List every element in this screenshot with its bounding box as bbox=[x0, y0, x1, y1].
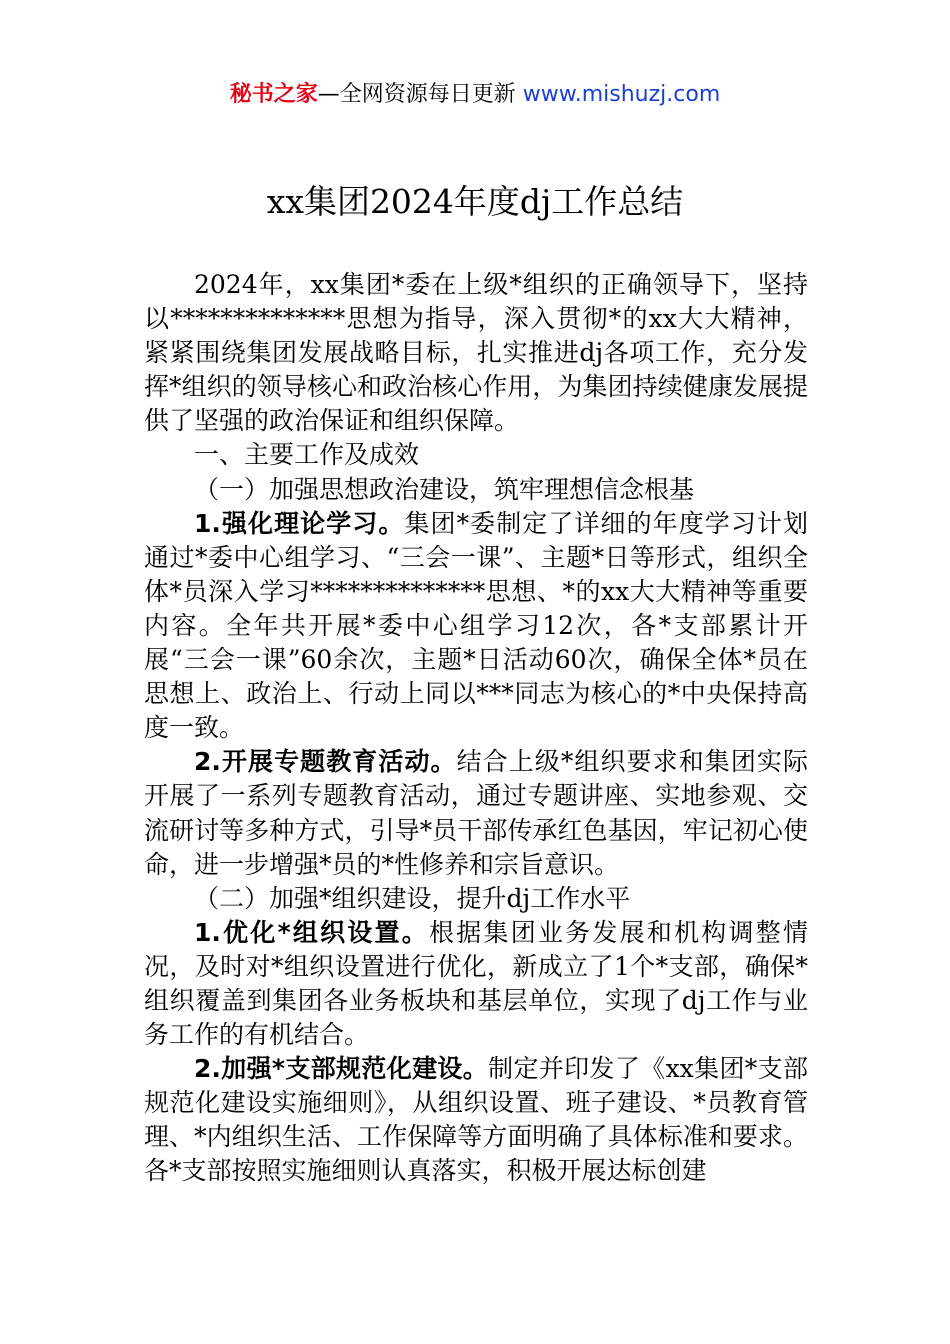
section-heading-main-work: 一、主要工作及成效 bbox=[194, 440, 420, 470]
document-title: xx集团2024年度dj工作总结 bbox=[266, 182, 684, 221]
site-tagline: —全网资源每日更新 bbox=[317, 82, 523, 107]
site-header bbox=[0, 78, 950, 112]
item-title-special-education: 2.开展专题教育活动。 bbox=[194, 747, 457, 777]
paragraph-optimize-setup bbox=[144, 916, 808, 1052]
paragraph-standardization bbox=[144, 1052, 808, 1188]
site-url-link[interactable]: www.mishuzj.com bbox=[522, 82, 721, 107]
document-body bbox=[144, 268, 808, 1189]
intro-paragraph: 2024年，xx集团*委在上级*组织的正确领导下，坚持以**************思想为指导，深入贯彻*的xx大大精神，紧紧围绕集团发展战略目标，扎实推进dj各项工作，充分发挥*组织的领导核心和政治核心作用，为集团持续健康发展提供了坚强的政治保证和组织保障。 bbox=[144, 270, 808, 436]
item-text-standardization: 制定并印发了《xx集团*支部规范化建设实施细则》，从组织设置、班子建设、*员教育管理、*内组织生活、工作保障等方面明确了具体标准和要求。各*支部按照实施细则认真落实，积极开展达标创建 bbox=[144, 1054, 809, 1186]
item-title-standardization: 2.加强*支部规范化建设。 bbox=[194, 1054, 489, 1084]
item-text-optimize-setup: 根据集团业务发展和机构调整情况，及时对*组织设置进行优化，新成立了1个*支部，确保*组织覆盖到集团各业务板块和基层单位，实现了dj工作与业务工作的有机结合。 bbox=[144, 917, 808, 1050]
subsection-heading-ideology: （一）加强思想政治建设，筑牢理想信念根基 bbox=[194, 474, 695, 504]
item-title-optimize-setup: 1.优化*组织设置。 bbox=[194, 917, 430, 947]
site-name: 秘书之家 bbox=[229, 82, 318, 107]
item-text-theory-study: 集团*委制定了详细的年度学习计划通过*委中心组学习、“三会一课”、主题*日等形式，组织全体*员深入学习**************思想、*的xx大大精神等重要内容。全年共开展*委中心组学习12次，各*支部累计开展“三会一课”60余次，主题*日活动60次，确保全体*员在思想上、政治上、行动上同以***同志为核心的*中央保持高度一致。 bbox=[144, 508, 808, 743]
item-title-theory-study: 1.强化理论学习。 bbox=[194, 508, 405, 538]
paragraph-theory-study bbox=[144, 507, 808, 746]
item-text-special-education: 结合上级*组织要求和集团实际开展了一系列专题教育活动，通过专题讲座、实地参观、交流研讨等多种方式，引导*员干部传承红色基因，牢记初心使命，进一步增强*员的*性修养和宗旨意识。 bbox=[144, 747, 808, 879]
paragraph-special-education bbox=[144, 745, 808, 881]
subsection-heading-organization: （二）加强*组织建设，提升dj工作水平 bbox=[194, 883, 631, 913]
